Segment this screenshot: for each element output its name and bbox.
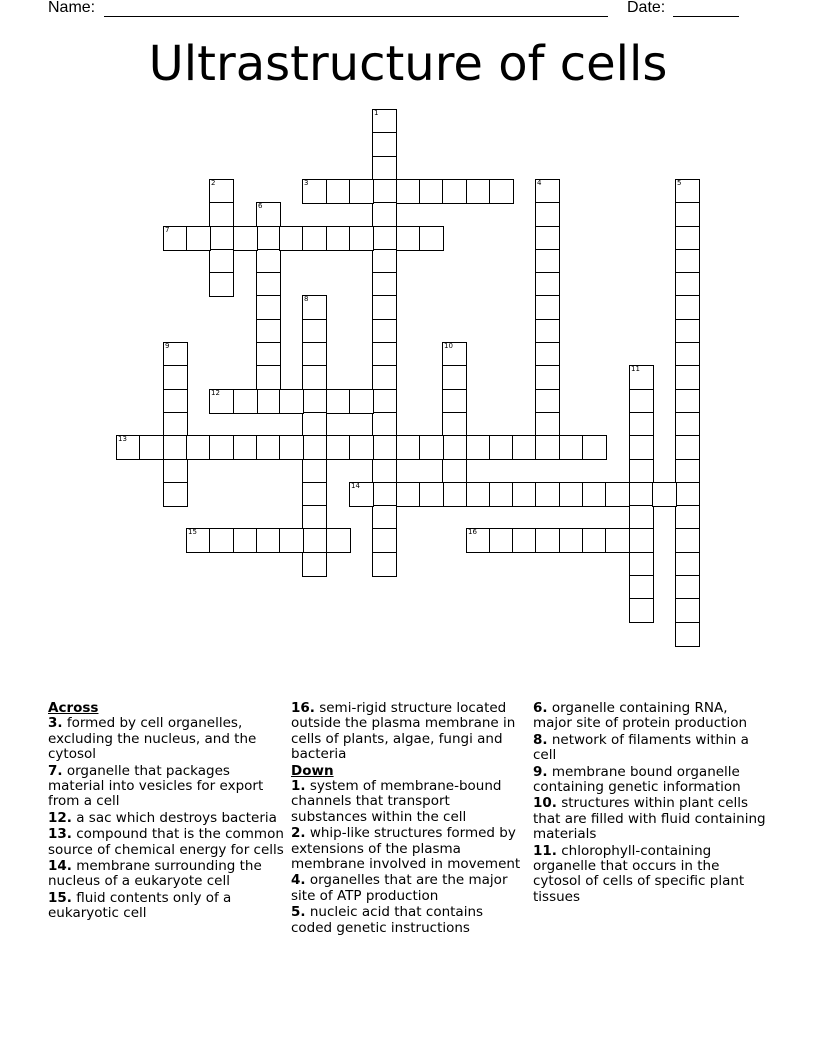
across-clue [291,701,527,763]
cell-number: 9 [165,342,170,350]
crossword-cell[interactable] [535,389,560,414]
cell-number: 12 [211,389,220,397]
down-clue [533,733,769,764]
crossword-cell[interactable] [372,435,397,460]
clue-text: organelle containing RNA, major site of protein production [533,700,748,732]
crossword-cell[interactable] [419,226,444,251]
crossword-cell[interactable] [629,598,654,623]
crossword-cell[interactable] [302,179,327,204]
crossword-cell[interactable] [349,435,374,460]
crossword-cell[interactable] [302,435,327,460]
clue-number: 14. [48,858,72,875]
crossword-cell[interactable] [302,389,327,414]
cell-number: 7 [165,226,170,234]
crossword-cell[interactable] [349,226,374,251]
crossword-cell[interactable] [466,435,491,460]
across-clue [48,764,284,810]
crossword-cell[interactable] [535,295,560,320]
clue-text: chlorophyll-containing organelle that occurs in the cytosol of cells of specific plant tissues [533,842,745,905]
crossword-cell[interactable] [256,249,281,274]
crossword-cell[interactable] [209,226,234,251]
crossword-cell[interactable] [302,505,327,530]
crossword-cell[interactable] [372,226,397,251]
crossword-cell[interactable] [442,179,467,204]
crossword-cell[interactable] [675,412,700,437]
clue-number: 15. [48,889,72,906]
crossword-cell[interactable] [256,295,281,320]
crossword-cell[interactable] [279,435,304,460]
crossword-cell[interactable] [186,528,211,553]
crossword-cell[interactable] [675,249,700,274]
crossword-cell[interactable] [675,202,700,227]
crossword-cell[interactable] [675,435,700,460]
down-clue [291,779,527,825]
crossword-cell[interactable] [372,179,397,204]
crossword-cell[interactable] [675,528,700,553]
clue-text: organelles that are the major site of ATP production [291,872,508,904]
crossword-cell[interactable] [489,482,514,507]
crossword-cell[interactable] [535,528,560,553]
crossword-cell[interactable] [675,179,700,204]
crossword-cell[interactable] [256,226,281,251]
crossword-cell[interactable] [535,272,560,297]
crossword-cell[interactable] [372,342,397,367]
crossword-cell[interactable] [535,412,560,437]
cell-number: 13 [118,435,127,443]
crossword-cell[interactable] [372,505,397,530]
clue-number: 4. [291,872,306,889]
crossword-cell[interactable] [535,226,560,251]
clue-text: network of filaments within a cell [533,731,749,764]
crossword-cell[interactable] [256,435,281,460]
crossword-cell[interactable] [442,342,467,367]
crossword-cell[interactable] [372,389,397,414]
crossword-cell[interactable] [186,435,211,460]
crossword-cell[interactable] [116,435,141,460]
cell-number: 15 [188,528,197,536]
crossword-cell[interactable] [582,528,607,553]
clue-number: 1. [291,778,306,795]
cell-number: 11 [631,365,640,373]
clue-number: 5. [291,904,306,921]
crossword-cell[interactable] [372,109,397,134]
crossword-cell[interactable] [256,319,281,344]
crossword-cell[interactable] [326,389,351,414]
crossword-cell[interactable] [559,528,584,553]
crossword-cell[interactable] [396,179,421,204]
crossword-cell[interactable] [372,202,397,227]
crossword-cell[interactable] [302,319,327,344]
crossword-cell[interactable] [256,202,281,227]
crossword-cell[interactable] [372,319,397,344]
clue-text: structures within plant cells that are filled with fluid containing materials [533,795,766,843]
clue-number: 9. [533,763,548,780]
crossword-cell[interactable] [535,342,560,367]
down-clue [291,905,527,936]
across-heading: Across [48,700,99,716]
crossword-cell[interactable] [349,179,374,204]
crossword-cell[interactable] [256,389,281,414]
clue-text: formed by cell organelles, excluding the nucleus, and the cytosol [48,715,257,763]
crossword-cell[interactable] [209,389,234,414]
clue-number: 6. [533,700,548,716]
clue-number: 11. [533,842,557,859]
crossword-cell[interactable] [302,295,327,320]
clue-text: a sac which destroys bacteria [76,809,277,826]
crossword-cell[interactable] [629,505,654,530]
down-clue [291,873,527,904]
crossword-cell[interactable] [675,272,700,297]
crossword-cell[interactable] [675,342,700,367]
clue-number: 8. [533,731,548,748]
crossword-cell[interactable] [372,156,397,181]
crossword-cell[interactable] [559,435,584,460]
crossword-cell[interactable] [256,528,281,553]
crossword-cell[interactable] [675,598,700,623]
cell-number: 4 [537,179,542,187]
crossword-cell[interactable] [372,249,397,274]
clue-number: 2. [291,825,306,842]
crossword-cell[interactable] [629,552,654,577]
crossword-cell[interactable] [512,435,537,460]
crossword-cell[interactable] [629,528,654,553]
crossword-cell[interactable] [349,389,374,414]
crossword-cell[interactable] [489,435,514,460]
crossword-cell[interactable] [675,552,700,577]
down-clue [533,765,769,796]
crossword-cell[interactable] [466,482,491,507]
crossword-cell[interactable] [442,389,467,414]
crossword-cell[interactable] [209,249,234,274]
across-clue [48,827,284,858]
crossword-cell[interactable] [675,319,700,344]
crossword-cell[interactable] [489,179,514,204]
crossword-cell[interactable] [535,365,560,390]
crossword-cell[interactable] [675,482,700,507]
clue-text: whip-like structures formed by extensions of the plasma membrane involved in movement [291,825,521,873]
crossword-cell[interactable] [326,435,351,460]
crossword-cell[interactable] [326,226,351,251]
crossword-cell[interactable] [279,389,304,414]
crossword-cell[interactable] [163,365,188,390]
crossword-cell[interactable] [605,482,630,507]
crossword-cell[interactable] [302,342,327,367]
page-title: Ultrastructure of cells [148,36,668,92]
crossword-cell[interactable] [675,295,700,320]
crossword-cell[interactable] [302,365,327,390]
cell-number: 16 [468,528,477,536]
cell-number: 6 [258,202,263,210]
crossword-cell[interactable] [209,272,234,297]
cell-number: 10 [444,342,453,350]
crossword-cell[interactable] [209,179,234,204]
crossword-cell[interactable] [349,482,374,507]
clue-text: membrane bound organelle containing genetic information [533,763,741,796]
down-clue [533,844,769,906]
crossword-cell[interactable] [302,459,327,484]
crossword-cell[interactable] [419,179,444,204]
clue-column-1 [48,701,284,923]
crossword-cell[interactable] [605,528,630,553]
crossword-cell[interactable] [629,365,654,390]
crossword-cell[interactable] [372,482,397,507]
crossword-cell[interactable] [396,435,421,460]
cell-number: 8 [304,295,309,303]
crossword-cell[interactable] [163,459,188,484]
cell-number: 14 [351,482,360,490]
crossword-cell[interactable] [396,226,421,251]
crossword-cell[interactable] [675,389,700,414]
clue-number: 12. [48,809,72,826]
across-clue [48,811,284,826]
crossword-cell[interactable] [675,622,700,647]
crossword-cell[interactable] [372,295,397,320]
crossword-cell[interactable] [396,482,421,507]
crossword-cell[interactable] [163,412,188,437]
crossword-cell[interactable] [163,226,188,251]
crossword-cell[interactable] [326,179,351,204]
crossword-cell[interactable] [372,272,397,297]
clue-text: compound that is the common source of chemical energy for cells [48,826,284,858]
crossword-cell[interactable] [209,435,234,460]
crossword-cell[interactable] [256,342,281,367]
crossword-cell[interactable] [512,528,537,553]
crossword-cell[interactable] [675,505,700,530]
crossword-cell[interactable] [629,412,654,437]
crossword-cell[interactable] [629,459,654,484]
crossword-cell[interactable] [163,435,188,460]
date-label: Date: [627,0,666,16]
crossword-cell[interactable] [233,528,258,553]
crossword-cell[interactable] [582,482,607,507]
crossword-cell[interactable] [139,435,164,460]
clue-number: 10. [533,795,557,812]
clue-list [48,701,768,961]
crossword-cell[interactable] [209,528,234,553]
clue-column-3 [533,701,769,906]
crossword-cell[interactable] [535,179,560,204]
crossword-cell[interactable] [466,528,491,553]
clue-column-2 [291,701,527,937]
crossword-cell[interactable] [675,575,700,600]
cell-number: 1 [374,109,379,117]
clue-number: 3. [48,715,63,732]
crossword-cell[interactable] [209,202,234,227]
crossword-cell[interactable] [302,552,327,577]
crossword-cell[interactable] [629,389,654,414]
crossword-cell[interactable] [535,435,560,460]
crossword-cell[interactable] [675,365,700,390]
crossword-cell[interactable] [302,226,327,251]
down-clue [533,701,769,732]
across-clue [48,859,284,890]
crossword-cell[interactable] [372,552,397,577]
crossword-cell[interactable] [466,179,491,204]
crossword-cell[interactable] [372,528,397,553]
crossword-cell[interactable] [233,435,258,460]
cell-number: 5 [677,179,682,187]
crossword-cell[interactable] [372,459,397,484]
crossword-cell[interactable] [302,412,327,437]
clue-text: organelle that packages material into vesicles for export from a cell [48,762,264,810]
crossword-cell[interactable] [629,435,654,460]
crossword-cell[interactable] [256,272,281,297]
crossword-cell[interactable] [442,482,467,507]
clue-text: semi-rigid structure located outside the plasma membrane in cells of plants, algae, fungi and bacteria [291,700,516,763]
crossword-cell[interactable] [675,226,700,251]
crossword-cell[interactable] [652,482,677,507]
crossword-cell[interactable] [163,389,188,414]
crossword-cell[interactable] [489,528,514,553]
across-clue [48,891,284,922]
cell-number: 2 [211,179,216,187]
crossword-cell[interactable] [326,528,351,553]
crossword-cell[interactable] [512,482,537,507]
crossword-cell[interactable] [582,435,607,460]
crossword-cell[interactable] [163,482,188,507]
crossword-cell[interactable] [372,365,397,390]
crossword-cell[interactable] [163,342,188,367]
down-clue [291,826,527,872]
crossword-cell[interactable] [442,412,467,437]
crossword-cell[interactable] [629,482,654,507]
crossword-cell[interactable] [279,226,304,251]
name-field[interactable] [104,16,608,17]
crossword-cell[interactable] [302,482,327,507]
crossword-cell[interactable] [535,249,560,274]
clue-number: 16. [291,700,315,716]
down-heading: Down [291,762,334,779]
crossword-cell[interactable] [535,319,560,344]
crossword-cell[interactable] [279,528,304,553]
crossword-cell[interactable] [559,482,584,507]
cell-number: 3 [304,179,309,187]
crossword-cell[interactable] [419,482,444,507]
clue-text: membrane surrounding the nucleus of a eukaryote cell [48,858,262,890]
clue-text: system of membrane-bound channels that transport substances within the cell [291,778,502,825]
crossword-cell[interactable] [256,365,281,390]
worksheet-header [0,0,816,24]
crossword-cell[interactable] [372,412,397,437]
name-label: Name: [48,0,96,16]
down-clue [533,796,769,842]
crossword-cell[interactable] [372,132,397,157]
crossword-cell[interactable] [535,482,560,507]
crossword-cell[interactable] [629,575,654,600]
crossword-cell[interactable] [442,459,467,484]
clue-number: 7. [48,762,63,779]
clue-text: nucleic acid that contains coded genetic instructions [291,904,484,936]
across-clue [48,716,284,762]
crossword-cell[interactable] [233,226,258,251]
clue-number: 13. [48,826,72,843]
clue-text: fluid contents only of a eukaryotic cell [48,889,232,922]
crossword-cell[interactable] [233,389,258,414]
crossword-cell[interactable] [442,435,467,460]
crossword-cell[interactable] [675,459,700,484]
crossword-cell[interactable] [186,226,211,251]
crossword-cell[interactable] [302,528,327,553]
crossword-cell[interactable] [419,435,444,460]
crossword-cell[interactable] [535,202,560,227]
date-field[interactable] [673,16,739,17]
crossword-cell[interactable] [442,365,467,390]
